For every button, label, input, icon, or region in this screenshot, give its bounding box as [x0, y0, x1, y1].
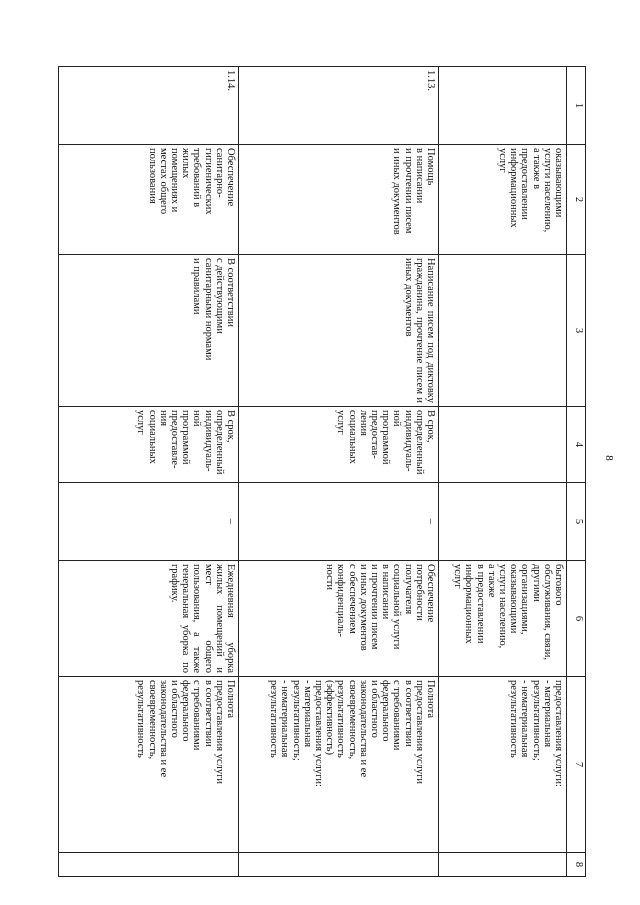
col8-value [439, 853, 567, 877]
header-cell-8: 8 [567, 853, 586, 877]
service-content: В соответствии с действующими санитарными нормами и правилами [59, 255, 239, 407]
service-content: Написание писем под диктовку гражданина, прочтение писем и иных документов [239, 255, 439, 407]
service-term [439, 407, 567, 483]
service-content [439, 255, 567, 407]
table-row [239, 67, 439, 877]
table-row [439, 67, 567, 877]
row-number: 1.14. [59, 67, 239, 145]
col8-value [59, 853, 239, 877]
header-cell-7: 7 [567, 677, 586, 853]
col8-value [239, 853, 439, 877]
service-indicator: бытового обслуживания, связи, другими организациями, оказывающими услуги населению, а также в предоставлении информационных услуг [439, 561, 567, 677]
service-quality: Полнота предоставления услуги в соответствии с требованиями федерального и областного законодательства и ее своевременность, результативность [59, 677, 239, 853]
services-table [58, 66, 586, 877]
header-cell-1: 1 [567, 67, 586, 145]
rotated-table-wrapper [56, 66, 586, 868]
header-row [567, 67, 586, 877]
row-number [439, 67, 567, 145]
service-name: Помощь в написании и прочтении писем и иных документов [239, 145, 439, 255]
service-quality: Полнота предоставления услуги в соответствии с требованиями федерального и областного законодательства и ее своевременность, результативность (эффективность) предоставления услуги: - материальная результативность; - нематериальная результативность [239, 677, 439, 853]
service-quality: предоставления услуги: - материальная результативность; - нематериальная результативность [439, 677, 567, 853]
header-cell-6: 6 [567, 561, 586, 677]
header-cell-4: 4 [567, 407, 586, 483]
service-indicator: Обеспечение потребности получателя социальной услуги в написании и прочтении писем и иных документов с обеспечением конфиденциаль- ности [239, 561, 439, 677]
header-cell-2: 2 [567, 145, 586, 255]
service-term: В срок, определенный индивидуаль- ной программой предостав- ления социальных услуг [239, 407, 439, 483]
col5-value [439, 483, 567, 561]
service-name: оказывающими услуги населению, а также в предоставлении информационных услуг [439, 145, 567, 255]
service-term: В срок, определенный индивидуаль- ной программой предоставле- ния социальных услуг [59, 407, 239, 483]
service-indicator: Ежедневная уборка жилых помещений и мест общего пользования, а также генеральная уборка по графику. [59, 561, 239, 677]
header-cell-3: 3 [567, 255, 586, 407]
row-number: 1.13. [239, 67, 439, 145]
table-row [59, 67, 239, 877]
page-number: 8 [602, 455, 615, 461]
service-name: Обеспечение санитарно- гигиенических требований в жилых помещениях и местах общего пользования [59, 145, 239, 255]
col5-value: – [59, 483, 239, 561]
col5-value: – [239, 483, 439, 561]
header-cell-5: 5 [567, 483, 586, 561]
